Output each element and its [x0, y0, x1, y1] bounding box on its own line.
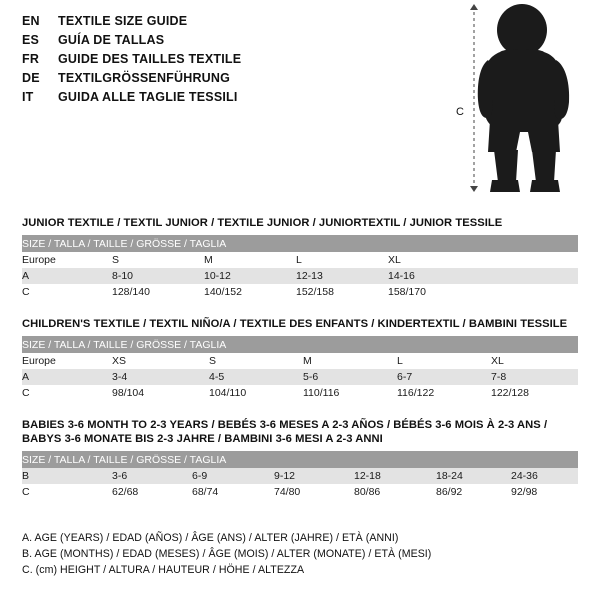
- row-cell: 80/86: [354, 486, 381, 498]
- row-label: Europe: [22, 254, 56, 266]
- row-cell: 4-5: [209, 369, 303, 385]
- row-cell: 7-8: [491, 369, 578, 385]
- row-cell: XL: [491, 355, 504, 367]
- row-cell-empty: [480, 252, 578, 268]
- language-title: TEXTILGRÖSSENFÜHRUNG: [58, 71, 231, 85]
- legend-line-a: A. AGE (YEARS) / EDAD (AÑOS) / ÂGE (ANS) / ALTER (JAHRE) / ETÀ (ANNI): [22, 532, 399, 544]
- table-row: [22, 385, 578, 401]
- language-title-block: [22, 14, 442, 109]
- row-label: B: [22, 468, 112, 484]
- row-cell: 10-12: [204, 268, 296, 284]
- row-cell: 12-18: [354, 468, 436, 484]
- table-row: [22, 268, 578, 284]
- row-cell: S: [112, 254, 120, 266]
- size-table-junior: [22, 235, 578, 300]
- language-code: EN: [22, 14, 40, 28]
- language-row: [22, 33, 442, 52]
- table-header-label: SIZE / TALLA / TAILLE / GRÖSSE / TAGLIA: [22, 235, 578, 252]
- row-label: Europe: [22, 355, 56, 367]
- language-title: GUIDE DES TAILLES TEXTILE: [58, 52, 242, 66]
- table-header-row: [22, 451, 578, 468]
- row-cell: S: [209, 355, 217, 367]
- section-title: BABIES 3-6 MONTH TO 2-3 YEARS / BEBÉS 3-6 MESES A 2-3 AÑOS / BÉBÉS 3-6 MOIS À 2-3 ANS / BABYS 3-6 MONATE BIS 2-3 JAHRE / BAMBINI 3-6 MESI A 2-3 ANNI: [22, 419, 548, 445]
- legend-block: [22, 530, 582, 578]
- row-label: C: [22, 286, 30, 298]
- size-table-babies: [22, 451, 578, 500]
- row-cell-empty: [480, 284, 578, 300]
- row-cell-empty: [480, 268, 578, 284]
- row-cell: 158/170: [388, 286, 426, 298]
- table-row: [22, 484, 578, 500]
- row-cell: 24-36: [511, 468, 578, 484]
- row-label: C: [22, 486, 30, 498]
- row-cell: 74/80: [274, 486, 301, 498]
- table-row: [22, 468, 578, 484]
- section-title: CHILDREN'S TEXTILE / TEXTIL NIÑO/A / TEXTILE DES ENFANTS / KINDERTEXTIL / BAMBINI TESSILE: [22, 318, 568, 330]
- row-cell: 128/140: [112, 286, 150, 298]
- legend-line-b: B. AGE (MONTHS) / EDAD (MESES) / ÂGE (MOIS) / ALTER (MONATE) / ETÀ (MESI): [22, 548, 432, 560]
- row-cell: 98/104: [112, 387, 145, 399]
- section-junior: [22, 216, 578, 300]
- row-cell: 92/98: [511, 486, 538, 498]
- table-row: [22, 252, 578, 268]
- table-row: [22, 353, 578, 369]
- row-cell: 12-13: [296, 268, 388, 284]
- row-label: A: [22, 268, 112, 284]
- row-label: A: [22, 369, 112, 385]
- row-cell: 9-12: [274, 468, 354, 484]
- row-cell: 86/92: [436, 486, 463, 498]
- row-cell: 140/152: [204, 286, 242, 298]
- legend-line-c: C. (cm) HEIGHT / ALTURA / HAUTEUR / HÖHE / ALTEZZA: [22, 564, 305, 576]
- row-label: C: [22, 387, 30, 399]
- table-header-label: SIZE / TALLA / TAILLE / GRÖSSE / TAGLIA: [22, 451, 578, 468]
- table-row: [22, 369, 578, 385]
- row-cell: 6-9: [192, 468, 274, 484]
- language-code: ES: [22, 33, 40, 47]
- size-table-children: [22, 336, 578, 401]
- row-cell: 110/116: [303, 387, 340, 399]
- guide-arrow-top: [470, 4, 478, 10]
- row-cell: 5-6: [303, 369, 397, 385]
- language-row: [22, 71, 442, 90]
- row-cell: 18-24: [436, 468, 511, 484]
- language-row: [22, 14, 442, 33]
- row-cell: XS: [112, 355, 127, 367]
- table-header-label: SIZE / TALLA / TAILLE / GRÖSSE / TAGLIA: [22, 336, 578, 353]
- row-cell: 68/74: [192, 486, 219, 498]
- toddler-silhouette-icon: [440, 0, 600, 200]
- language-row: [22, 52, 442, 71]
- section-babies: [22, 418, 578, 500]
- row-cell: 122/128: [491, 387, 529, 399]
- row-cell: L: [296, 254, 302, 266]
- language-code: DE: [22, 71, 40, 85]
- row-cell: M: [204, 254, 213, 266]
- row-cell: 3-6: [112, 468, 192, 484]
- row-cell: 14-16: [388, 268, 480, 284]
- table-header-row: [22, 336, 578, 353]
- row-cell: 152/158: [296, 286, 334, 298]
- measurement-figure: [440, 0, 600, 200]
- row-cell: L: [397, 355, 403, 367]
- row-cell: M: [303, 355, 312, 367]
- language-code: IT: [22, 90, 34, 104]
- row-cell: 8-10: [112, 268, 204, 284]
- row-cell: 62/68: [112, 486, 139, 498]
- language-title: TEXTILE SIZE GUIDE: [58, 14, 188, 28]
- table-header-row: [22, 235, 578, 252]
- section-title: JUNIOR TEXTILE / TEXTIL JUNIOR / TEXTILE JUNIOR / JUNIORTEXTIL / JUNIOR TESSILE: [22, 217, 503, 229]
- language-title: GUÍA DE TALLAS: [58, 33, 165, 47]
- guide-arrow-bottom: [470, 186, 478, 192]
- row-cell: 3-4: [112, 369, 209, 385]
- row-cell: XL: [388, 254, 401, 266]
- row-cell: 104/110: [209, 387, 247, 399]
- table-row: [22, 284, 578, 300]
- row-cell: 116/122: [397, 387, 435, 399]
- measure-label-c: C: [456, 106, 464, 118]
- row-cell: 6-7: [397, 369, 491, 385]
- section-children: [22, 317, 578, 401]
- language-code: FR: [22, 52, 40, 66]
- language-title: GUIDA ALLE TAGLIE TESSILI: [58, 90, 238, 104]
- language-row: [22, 90, 442, 109]
